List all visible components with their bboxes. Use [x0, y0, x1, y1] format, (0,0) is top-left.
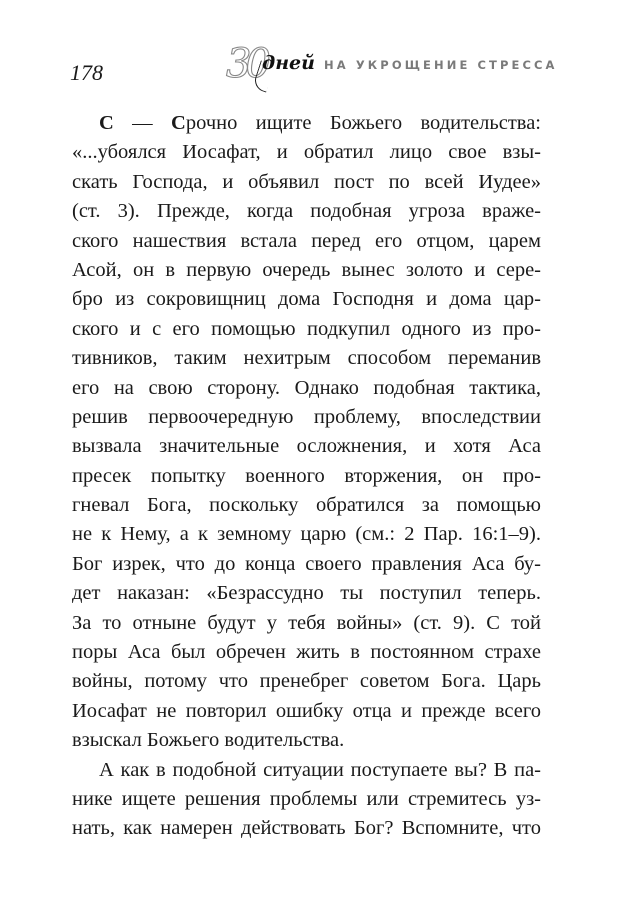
- paragraph-1-line: За то отныне будут у тебя войны» (ст. 9). С той: [72, 611, 541, 634]
- paragraph-1-line: Бог изрек, что до конца своего правления Аса бу-: [72, 552, 541, 575]
- paragraph-1-line: «...убоялся Иосафат, и обратил лицо свое взы-: [72, 141, 541, 164]
- paragraph-1-line: не к Нему, а к земному царю (см.: 2 Пар. 16:1–9).: [72, 523, 541, 546]
- paragraph-1-line: поры Аса был обречен жить в постоянном страхе: [72, 641, 541, 664]
- running-head-title: НА УКРОЩЕНИЕ СТРЕССА: [324, 58, 558, 72]
- paragraph-1-line: вызвала значительные осложнения, и хотя Аса: [72, 435, 541, 458]
- paragraph-1-line: бро из сокровищниц дома Господня и дома цар-: [72, 288, 541, 311]
- paragraph-1-line: Асой, он в первую очередь вынес золото и сере-: [72, 258, 541, 281]
- paragraph-1-last-line: взыскал Божьего водительства.: [72, 729, 345, 752]
- paragraph-1-line: дет наказан: «Безрассудно ты поступил теперь.: [72, 582, 541, 605]
- page-number: 178: [70, 60, 103, 85]
- logo-script-word: дней: [262, 52, 315, 74]
- paragraph-1-line: пресек попытку военного вторжения, он про-: [72, 464, 541, 487]
- body-text: [72, 109, 541, 844]
- logo-number-30: 30: [226, 41, 265, 87]
- running-head: [226, 41, 558, 108]
- paragraph-2-line: нике ищете решения проблемы или стремитесь уз-: [72, 787, 541, 810]
- paragraph-1-line: его на свою сторону. Однако подобная тактика,: [72, 376, 541, 399]
- paragraph-1-line: Иосафат не повторил ошибку отца и прежде всего: [72, 699, 541, 722]
- paragraph-1-line-1: [72, 109, 541, 138]
- paragraph-1-line: ского нашествия встала перед его отцом, царем: [72, 229, 541, 252]
- lead-dash: —: [113, 112, 172, 134]
- line-text: рочно ищите Божьего водительства:: [185, 112, 541, 134]
- lead-letter: С: [99, 112, 114, 134]
- lead-bold-initial: С: [171, 112, 186, 134]
- paragraph-1-line: скать Господа, и объявил пост по всей Иудее»: [72, 170, 541, 193]
- paragraph-2-line: нать, как намерен действовать Бог? Вспомните, что: [72, 817, 541, 840]
- paragraph-1-line: гневал Бога, поскольку обратился за помощью: [72, 494, 541, 517]
- paragraph-2-line: А как в подобной ситуации поступаете вы? В па-: [99, 758, 541, 781]
- paragraph-1-line: войны, потому что пренебрег советом Бога. Царь: [72, 670, 541, 693]
- paragraph-1-line: решив первоочередную проблему, впоследствии: [72, 405, 541, 428]
- paragraph-1-line: ского и с его помощью подкупил одного из про-: [72, 317, 541, 340]
- paragraph-1-line: (ст. 3). Прежде, когда подобная угроза враже-: [72, 200, 541, 223]
- paragraph-1-line: тивников, таким нехитрым способом переманив: [72, 347, 541, 370]
